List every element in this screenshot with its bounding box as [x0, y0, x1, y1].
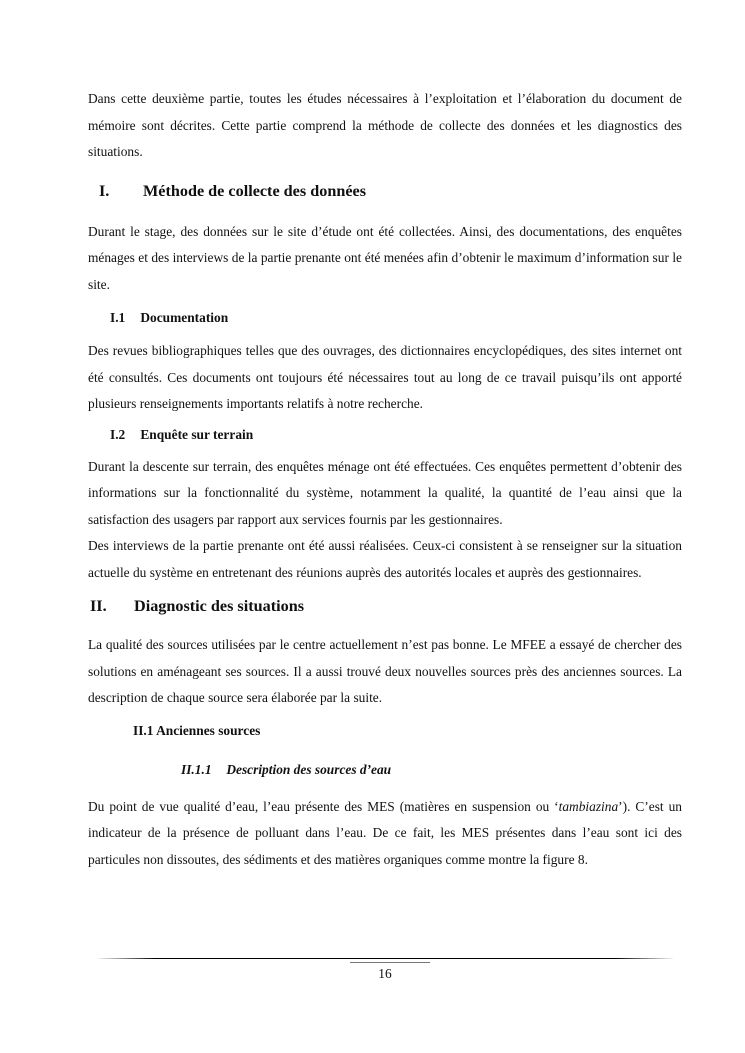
section-2-title: Diagnostic des situations	[134, 597, 304, 615]
section-2-1-1-title: Description des sources d’eau	[226, 761, 392, 777]
section-2-paragraph: La qualité des sources utilisées par le centre actuellement n’est pas bonne. Le MFEE a essayé de chercher des solutions en aménageant ses sources. Il a aussi trouvé deux nouvelles sources près des anciennes sources. La description de chaque source sera élaborée par la suite.	[88, 637, 682, 705]
footer-rule	[98, 958, 673, 959]
section-1-2-title: Enquête sur terrain	[140, 426, 254, 442]
section-1-2-paragraph-2: Des interviews de la partie prenante ont été aussi réalisées. Ceux-ci consistent à se renseigner sur la situation actuelle du système en entretenant des réunions auprès des autorités locales et auprès des gestionnaires.	[88, 538, 682, 580]
section-1-number: I.	[99, 181, 110, 200]
page-number: 16	[378, 966, 392, 981]
section-1-1-number: I.1	[110, 310, 126, 325]
page-content	[88, 86, 682, 873]
section-1-1-title: Documentation	[140, 310, 229, 325]
paragraph-italic-term: tambiazina	[558, 798, 619, 814]
section-2-heading	[90, 595, 682, 617]
section-1-2-heading	[110, 425, 682, 445]
paragraph-text-start: Du point de vue qualité d’eau, l’eau présente des MES (matières en suspension ou ‘	[88, 798, 559, 814]
section-1-2-number: I.2	[110, 426, 126, 442]
intro-paragraph: Dans cette deuxième partie, toutes les études nécessaires à l’exploitation et l’élaboration du document de mémoire sont décrites. Cette partie comprend la méthode de collecte des données et les diagnostics des situations.	[88, 91, 682, 159]
section-1-paragraph: Durant le stage, des données sur le site d’étude ont été collectées. Ainsi, des documentations, des enquêtes ménages et des interviews de la partie prenante ont été menées afin d’obtenir le maximum d’information sur le site.	[88, 223, 682, 292]
section-2-1-1-paragraph	[88, 794, 682, 874]
section-2-1-1-heading	[181, 760, 682, 780]
section-1-1-paragraph: Des revues bibliographiques telles que des ouvrages, des dictionnaires encyclopédiques, des sites internet ont été consultés. Ces documents ont toujours été nécessaires tout au long de ce travail puisqu’ils ont apporté plusieurs renseignements importants relatifs à notre recherche.	[88, 343, 682, 411]
section-1-2-paragraph-1: Durant la descente sur terrain, des enquêtes ménage ont été effectuées. Ces enquêtes permettent d’obtenir des informations sur la fonctionnalité du système, notamment la qualité, la quantité de l’eau ainsi que la satisfaction des usagers par rapport aux services fournis par les gestionnaires.	[88, 458, 682, 527]
section-2-1-1-number: II.1.1	[181, 761, 212, 777]
section-1-1-heading	[110, 308, 682, 328]
footer-rule-accent	[350, 962, 430, 963]
section-1-title: Méthode de collecte des données	[143, 181, 366, 200]
section-1-heading	[99, 180, 682, 202]
section-2-1-heading: II.1 Anciennes sources	[133, 722, 261, 738]
section-2-number: II.	[90, 597, 107, 615]
paragraph-text-end: ’). C’est un indicateur de la présence de polluant dans l’eau. De ce fait, les MES présentes dans l’eau sont ici des particules non dissoutes, des sédiments et des matières organiques comme montre la figure 8.	[88, 798, 682, 867]
